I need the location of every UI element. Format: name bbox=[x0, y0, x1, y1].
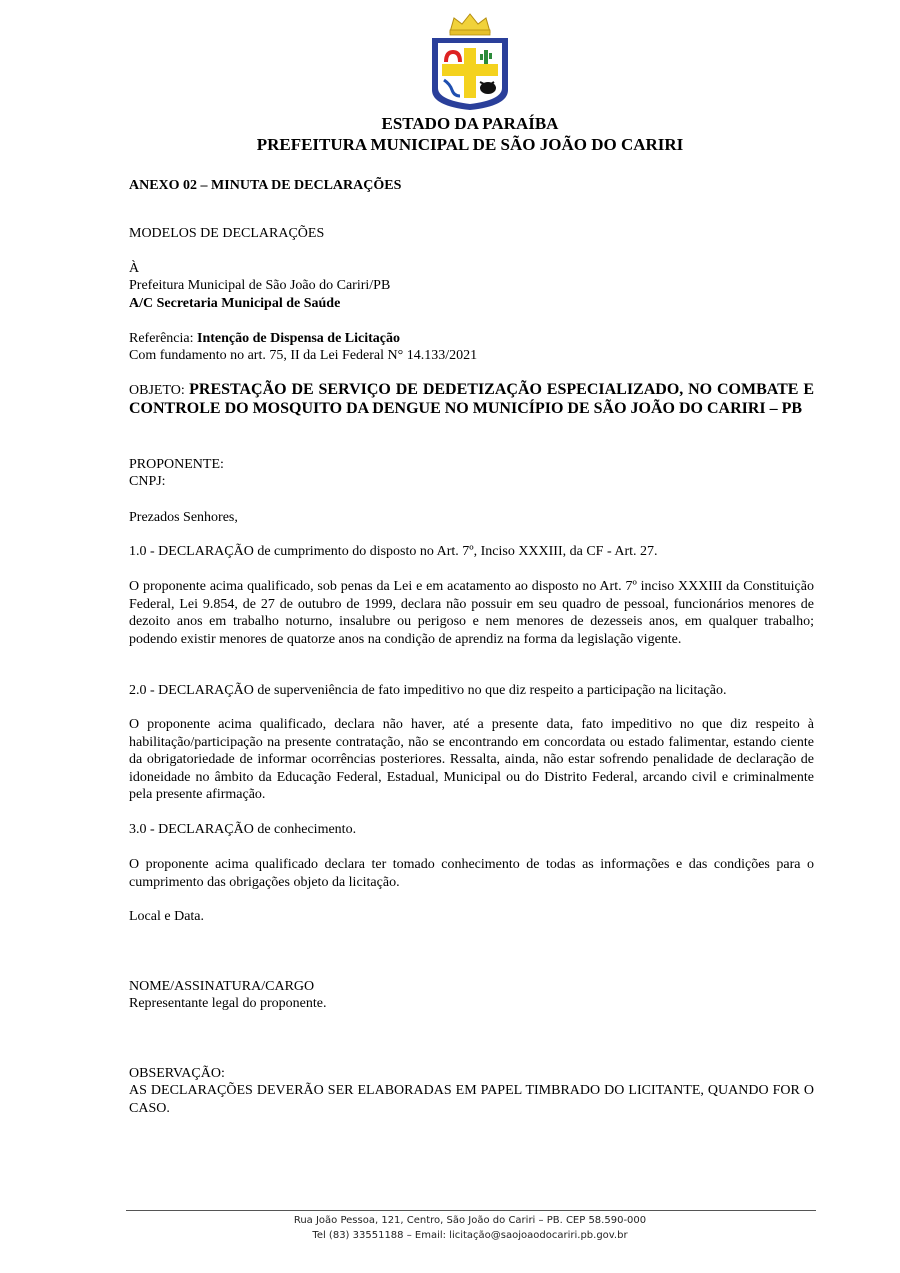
observacao-text: AS DECLARAÇÕES DEVERÃO SER ELABORADAS EM PAPEL TIMBRADO DO LICITANTE, QUANDO FOR O CASO. bbox=[129, 1083, 814, 1116]
coat-of-arms-icon bbox=[428, 10, 512, 112]
objeto-label: OBJETO: bbox=[129, 383, 190, 398]
objeto-text: PRESTAÇÃO DE SERVIÇO DE DEDETIZAÇÃO ESPECIALIZADO, NO COMBATE E CONTROLE DO MOSQUITO DA DENGUE NO MUNICÍPIO DE SÃO JOÃO DO CARIRI – PB bbox=[129, 381, 814, 417]
addressee-a: À bbox=[129, 261, 140, 276]
local-data: Local e Data. bbox=[129, 909, 205, 924]
cnpj-label: CNPJ: bbox=[129, 474, 166, 489]
decl3-title: 3.0 - DECLARAÇÃO de conhecimento. bbox=[129, 822, 357, 837]
decl1-title: 1.0 - DECLARAÇÃO de cumprimento do disposto no Art. 7º, Inciso XXXIII, da CF - Art. 27. bbox=[129, 544, 658, 559]
footer-address: Rua João Pessoa, 121, Centro, São João do Cariri – PB. CEP 58.590-000 bbox=[293, 1215, 647, 1226]
fundamento-line: Com fundamento no art. 75, II da Lei Federal N° 14.133/2021 bbox=[129, 348, 478, 363]
observacao-label: OBSERVAÇÃO: bbox=[129, 1066, 225, 1081]
referencia-line bbox=[129, 330, 814, 348]
svg-text:★: ★ bbox=[442, 44, 449, 52]
prefeitura-heading: PREFEITURA MUNICIPAL DE SÃO JOÃO DO CARIRI bbox=[256, 135, 684, 154]
addressee-line1: Prefeitura Municipal de São João do Cariri/PB bbox=[129, 278, 391, 293]
footer-contact: Tel (83) 33551188 – Email: licitação@saojoaodocariri.pb.gov.br bbox=[312, 1230, 628, 1241]
anexo-title: ANEXO 02 – MINUTA DE DECLARAÇÕES bbox=[129, 178, 402, 193]
referencia-value: Intenção de Dispensa de Licitação bbox=[197, 331, 401, 346]
addressee-line2: A/C Secretaria Municipal de Saúde bbox=[129, 296, 341, 311]
assinatura-line1: NOME/ASSINATURA/CARGO bbox=[129, 979, 315, 994]
decl2-body: O proponente acima qualificado, declara não haver, até a presente data, fato impeditivo no que diz respeito à habilitação/participação na presente contratação, não se encontrando em concordata ou estado falimentar, estando ciente da obrigatoriedade de informar ocorrências posteriores. Ressalta, ainda, não estar sofrendo penalidade de declaração de idoneidade no âmbito da Educação Federal, Estadual, Municipal ou do Distrito Federal, arcando civil e criminalmente pela presente afirmação. bbox=[129, 717, 814, 802]
objeto-paragraph bbox=[129, 381, 814, 418]
decl3-body: O proponente acima qualificado declara ter tomado conhecimento de todas as informações e das condições para o cumprimento das obrigações objeto da licitação. bbox=[129, 857, 814, 890]
proponente-label: PROPONENTE: bbox=[129, 457, 224, 472]
state-heading: ESTADO DA PARAÍBA bbox=[381, 114, 559, 133]
saudacao: Prezados Senhores, bbox=[129, 510, 238, 525]
footer-divider bbox=[126, 1210, 816, 1211]
referencia-label: Referência: bbox=[129, 331, 198, 346]
decl2-title: 2.0 - DECLARAÇÃO de superveniência de fato impeditivo no que diz respeito a participação na licitação. bbox=[129, 683, 727, 698]
decl1-body: O proponente acima qualificado, sob penas da Lei e em acatamento ao disposto no Art. 7º inciso XXXIII da Constituição Federal, Lei 9.854, de 27 de outubro de 1999, declara não possuir em seu quadro de pessoal, funcionários menores de dezoito anos em trabalho noturno, insalubre ou perigoso e nem menores de dezesseis anos, em qualquer trabalho; podendo existir menores de quatorze anos na condição de aprendiz na forma da legislação vigente. bbox=[129, 579, 814, 647]
assinatura-line2: Representante legal do proponente. bbox=[129, 996, 327, 1011]
modelos-heading: MODELOS DE DECLARAÇÕES bbox=[129, 226, 325, 241]
svg-text:★: ★ bbox=[490, 44, 497, 52]
